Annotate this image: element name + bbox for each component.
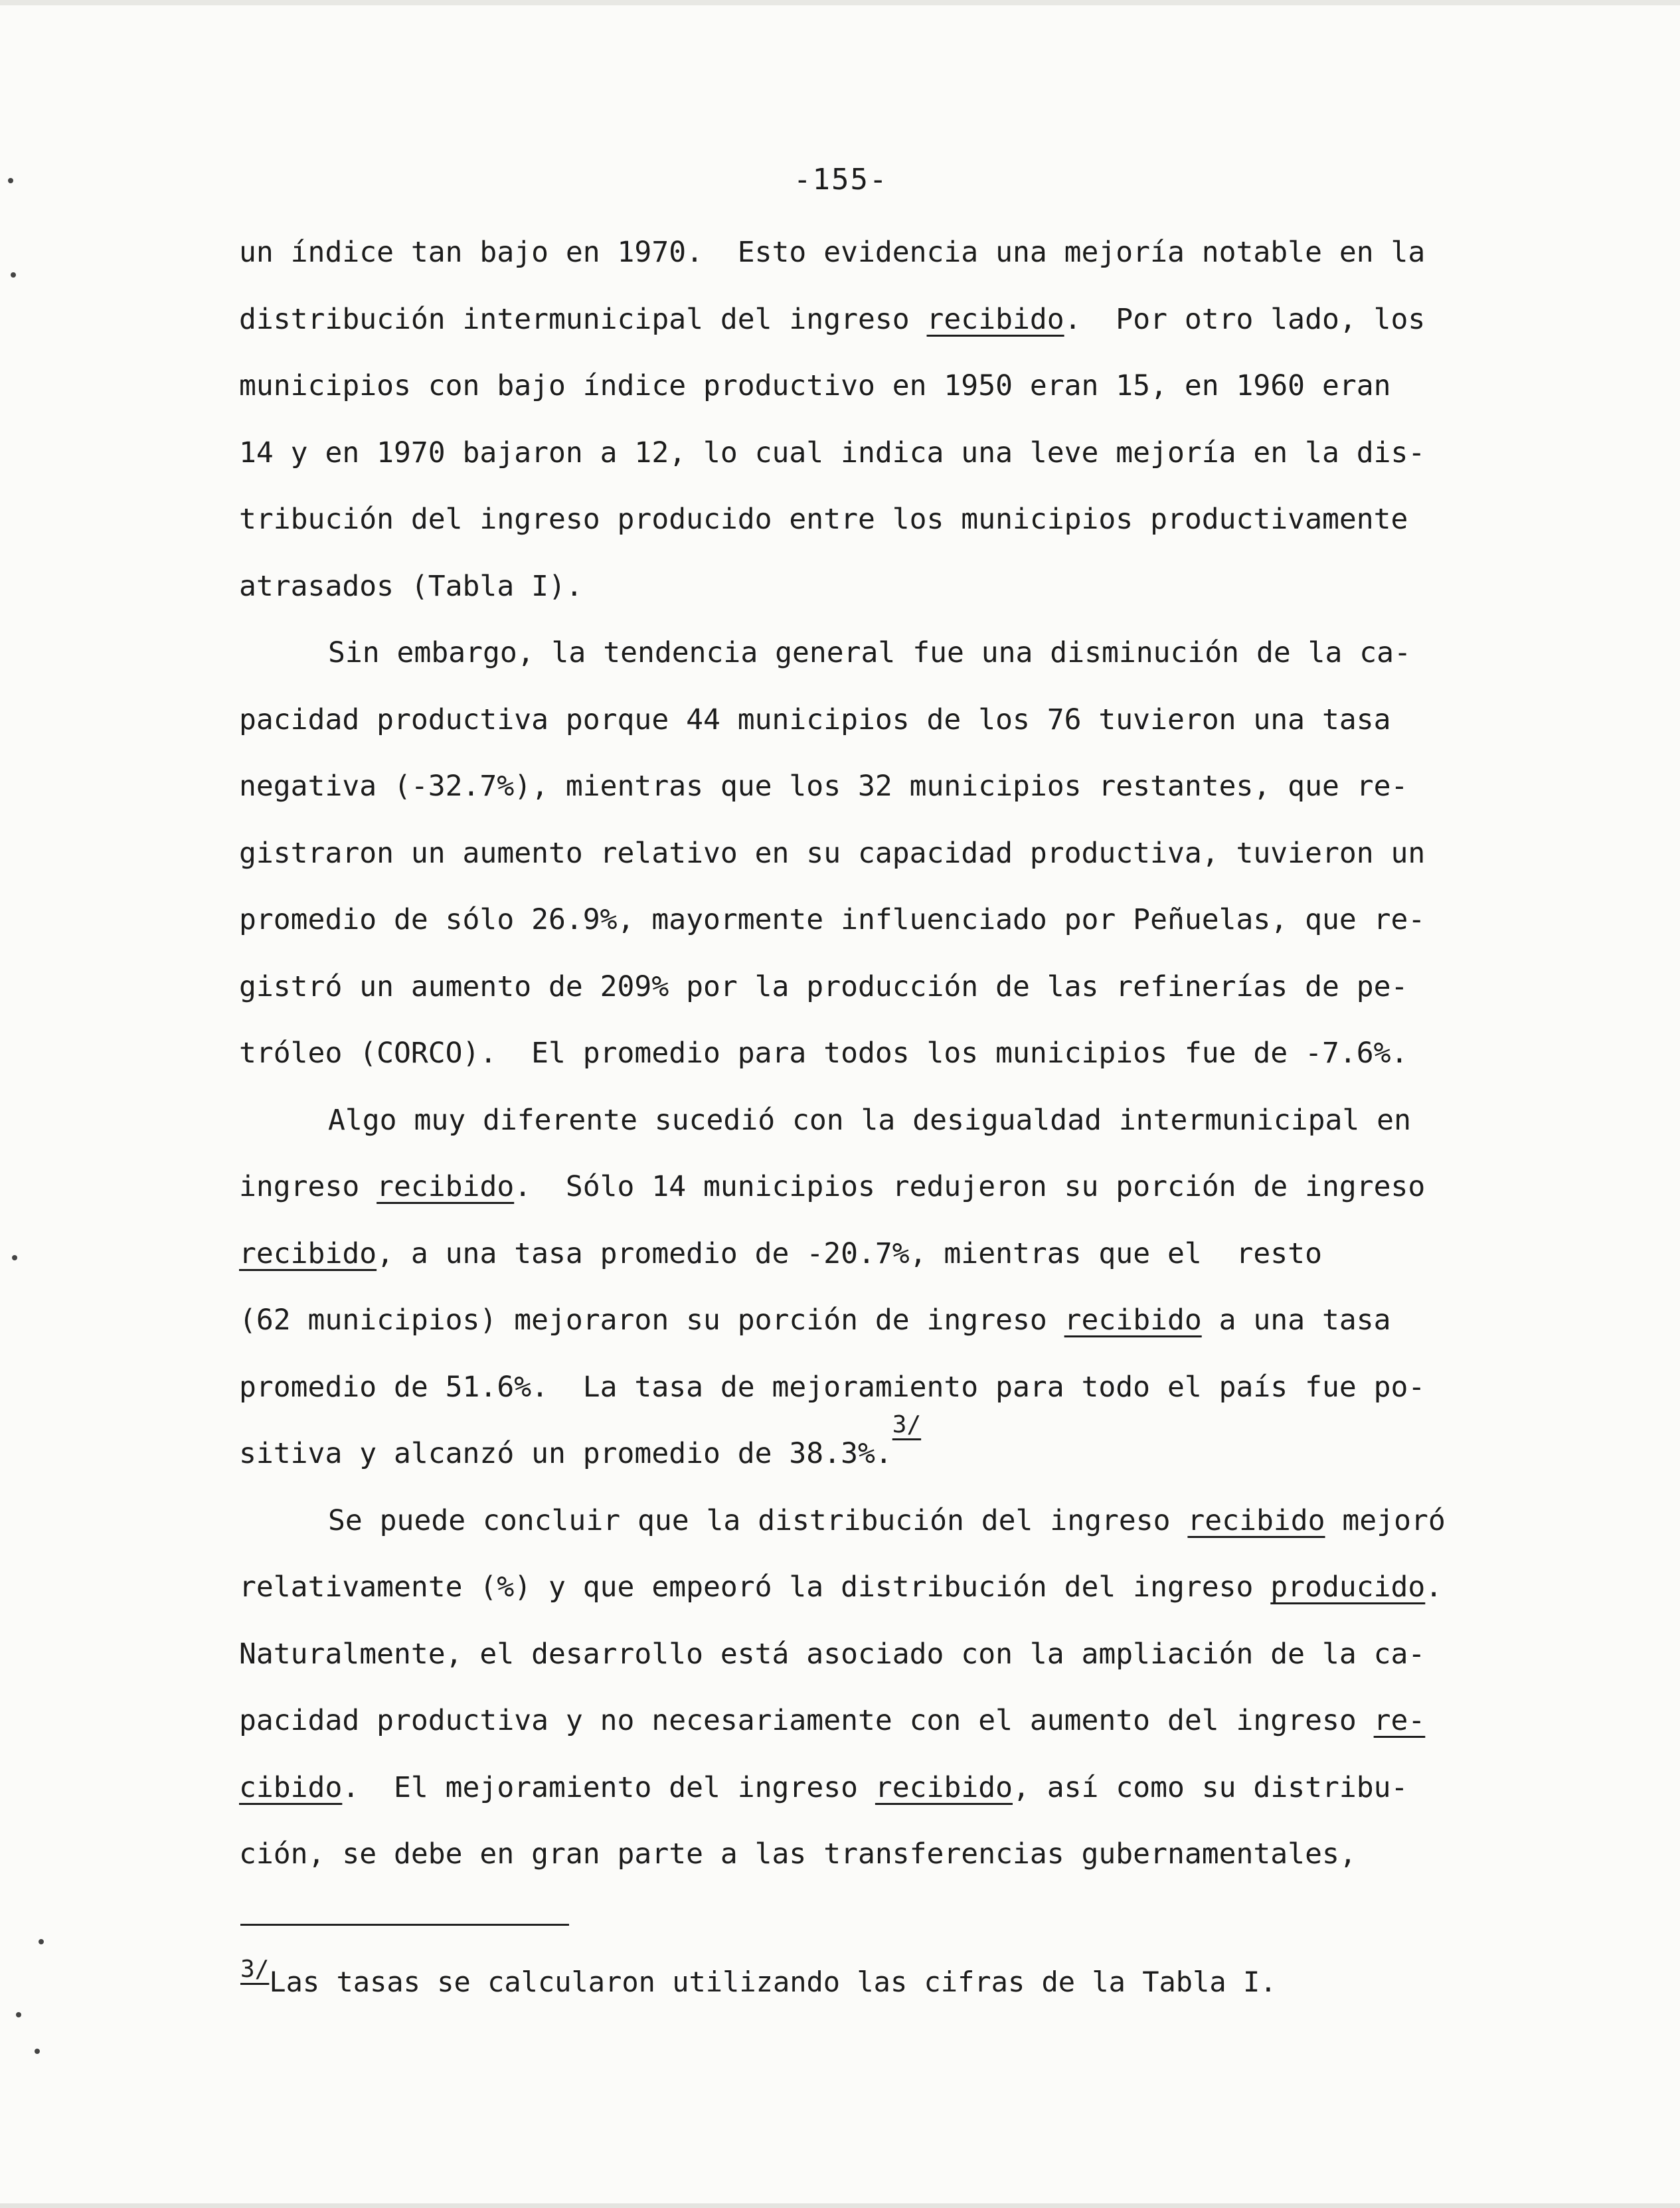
text-line: tribución del ingreso producido entre los municipios productivamente bbox=[239, 503, 1408, 536]
text-line: recibido, a una tasa promedio de -20.7%, mientras que el resto bbox=[239, 1236, 1322, 1270]
paragraph-2 bbox=[239, 620, 1501, 1087]
text-line: Naturalmente, el desarrollo está asociado con la ampliación de la ca- bbox=[239, 1637, 1426, 1671]
footnote-text: Las tasas se calcularon utilizando las cifras de la Tabla I. bbox=[269, 1966, 1277, 1998]
text-line: ingreso recibido. Sólo 14 municipios redujeron su porción de ingreso bbox=[239, 1170, 1426, 1203]
footnote-marker: 3/ bbox=[240, 1956, 270, 1983]
text-line: atrasados (Tabla I). bbox=[239, 569, 583, 603]
paragraph-3 bbox=[239, 1087, 1501, 1487]
footnote bbox=[240, 1956, 1277, 1998]
text-line: un índice tan bajo en 1970. Esto evidencia una mejoría notable en la bbox=[239, 236, 1426, 269]
text-line: relativamente (%) y que empeoró la distribución del ingreso producido. bbox=[239, 1571, 1443, 1604]
text-line: Se puede concluir que la distribución del ingreso recibido mejoró bbox=[328, 1503, 1446, 1537]
text-line: tróleo (CORCO). El promedio para todos los municipios fue de -7.6%. bbox=[239, 1037, 1408, 1070]
text-line: Algo muy diferente sucedió con la desigualdad intermunicipal en bbox=[328, 1103, 1411, 1137]
text-line: promedio de 51.6%. La tasa de mejoramiento para todo el país fue po- bbox=[239, 1370, 1426, 1404]
text-line: Sin embargo, la tendencia general fue una disminución de la ca- bbox=[328, 636, 1411, 669]
scan-speck bbox=[12, 1255, 17, 1260]
text-line: gistró un aumento de 209% por la producción de las refinerías de pe- bbox=[239, 970, 1408, 1003]
text-line: promedio de sólo 26.9%, mayormente influenciado por Peñuelas, que re- bbox=[239, 903, 1426, 936]
text-line: pacidad productiva porque 44 municipios de los 76 tuvieron una tasa bbox=[239, 703, 1391, 736]
text-line: negativa (-32.7%), mientras que los 32 municipios restantes, que re- bbox=[239, 770, 1408, 803]
text-line: municipios con bajo índice productivo en 1950 eran 15, en 1960 eran bbox=[239, 369, 1391, 402]
scan-speck bbox=[35, 2049, 40, 2054]
scan-speck bbox=[39, 1939, 44, 1944]
text-line: distribución intermunicipal del ingreso recibido. Por otro lado, los bbox=[239, 302, 1426, 336]
scan-speck bbox=[11, 272, 16, 278]
paragraph-1 bbox=[239, 219, 1501, 620]
page-top-edge bbox=[0, 0, 1680, 5]
footnote-reference: 3/ bbox=[892, 1411, 922, 1438]
page-number: -155- bbox=[794, 163, 888, 197]
page-bottom-edge bbox=[0, 2203, 1680, 2208]
text-line: 14 y en 1970 bajaron a 12, lo cual indica una leve mejoría en la dis- bbox=[239, 436, 1426, 469]
text-line: sitiva y alcanzó un promedio de 38.3%.$^{3/}$ bbox=[239, 1411, 922, 1470]
text-line: gistraron un aumento relativo en su capacidad productiva, tuvieron un bbox=[239, 836, 1426, 870]
paragraph-4 bbox=[239, 1487, 1501, 1888]
text-line: (62 municipios) mejoraron su porción de ingreso recibido a una tasa bbox=[239, 1304, 1391, 1337]
body-text bbox=[239, 219, 1501, 1888]
scan-speck bbox=[8, 178, 13, 183]
footnote-divider bbox=[240, 1924, 569, 1926]
scan-speck bbox=[16, 2012, 21, 2017]
text-line: cibido. El mejoramiento del ingreso recibido, así como su distribu- bbox=[239, 1770, 1408, 1804]
text-line: pacidad productiva y no necesariamente con el aumento del ingreso re- bbox=[239, 1704, 1426, 1737]
text-line: ción, se debe en gran parte a las transferencias gubernamentales, bbox=[239, 1837, 1357, 1871]
